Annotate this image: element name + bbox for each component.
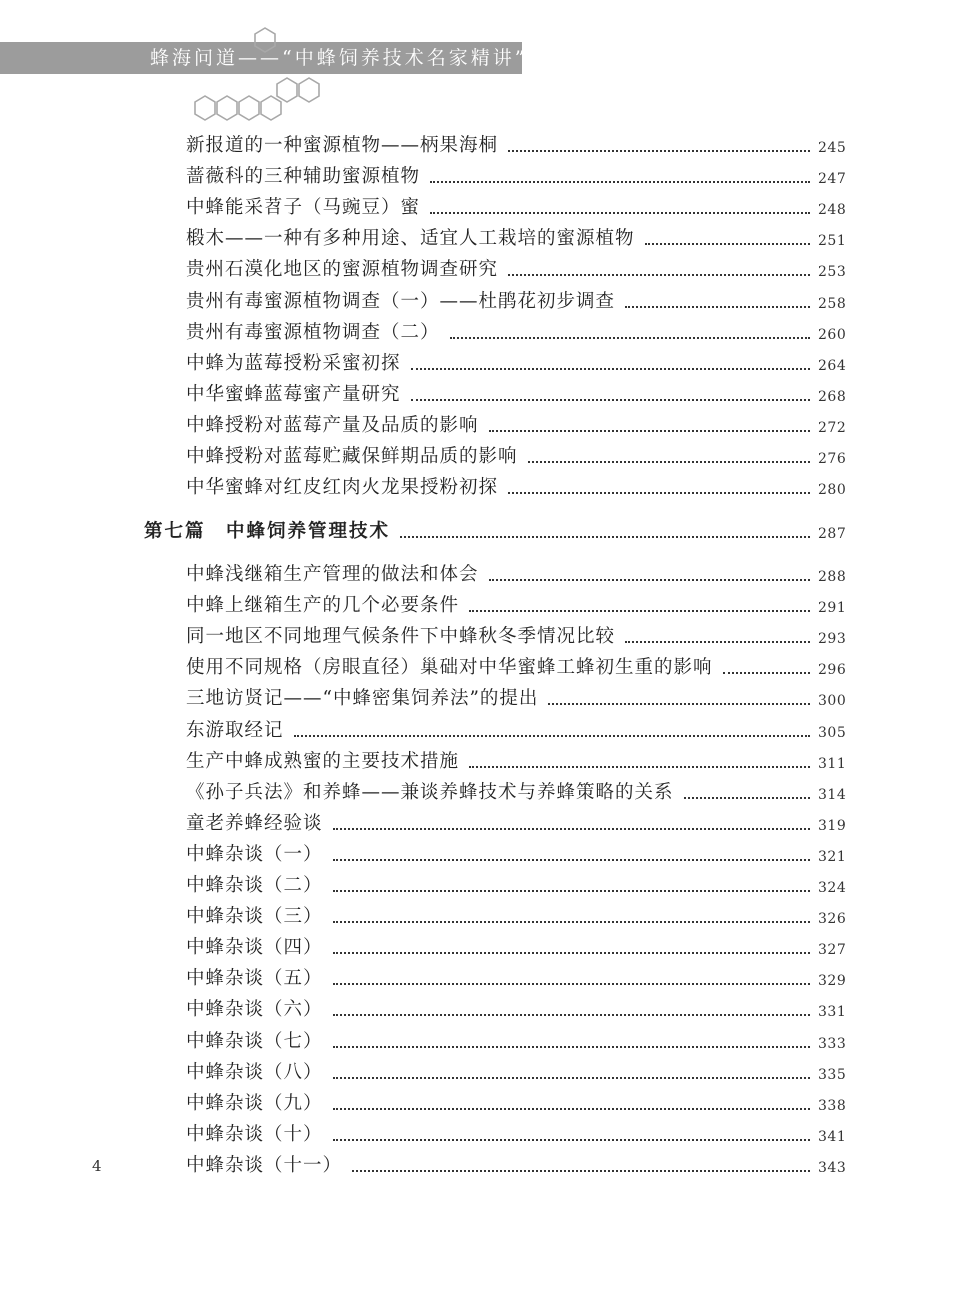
toc-entry[interactable] (186, 780, 846, 806)
entry-title: 童老养蜂经验谈 (186, 812, 323, 834)
entry-page-number: 248 (818, 202, 847, 219)
toc-entry[interactable] (186, 935, 846, 961)
entry-title: 中蜂为蓝莓授粉采蜜初探 (186, 352, 401, 374)
page-number: 4 (92, 1157, 102, 1175)
entry-title: 《孙子兵法》和养蜂——兼谈养蜂技术与养蜂策略的关系 (186, 781, 674, 803)
entry-page-number: 268 (818, 388, 847, 405)
entry-title: 中蜂杂谈（三） (186, 906, 323, 928)
leader-dots (548, 702, 810, 705)
section-title: 第七篇 中蜂饲养管理技术 (144, 521, 391, 542)
leader-dots (430, 211, 810, 214)
leader-dots (430, 180, 810, 183)
entry-page-number: 329 (818, 973, 847, 990)
toc-entry[interactable] (186, 1122, 846, 1148)
entry-title: 贵州石漠化地区的蜜源植物调查研究 (186, 259, 499, 281)
leader-dots (400, 535, 810, 538)
running-header-title: 蜂海问道——“中蜂饲养技术名家精讲” (150, 47, 528, 69)
toc-entry[interactable] (186, 413, 846, 439)
entry-title: 中蜂杂谈（九） (186, 1092, 323, 1114)
leader-dots (333, 1013, 810, 1016)
toc-entry[interactable] (186, 257, 846, 283)
toc-entry[interactable] (186, 842, 846, 868)
entry-page-number: 335 (818, 1066, 847, 1083)
leader-dots (333, 920, 810, 923)
leader-dots (333, 858, 810, 861)
toc-section-heading[interactable] (144, 519, 846, 545)
leader-dots (411, 367, 810, 370)
entry-title: 使用不同规格（房眼直径）巢础对中华蜜蜂工蜂初生重的影响 (186, 657, 713, 679)
entry-title: 贵州有毒蜜源植物调查（二） (186, 321, 440, 343)
entry-page-number: 326 (818, 911, 847, 928)
leader-dots (333, 1138, 810, 1141)
toc-entry[interactable] (186, 624, 846, 650)
entry-page-number: 331 (818, 1004, 847, 1021)
leader-dots (333, 1076, 810, 1079)
leader-dots (645, 242, 810, 245)
entry-page-number: 324 (818, 880, 847, 896)
entry-page-number: 272 (818, 419, 847, 436)
entry-title: 贵州有毒蜜源植物调查（一）——杜鹃花初步调查 (186, 290, 616, 312)
leader-dots (411, 398, 810, 401)
entry-title: 东游取经记 (186, 719, 284, 741)
entry-page-number: 327 (818, 942, 847, 959)
toc-entry[interactable] (186, 1029, 846, 1055)
toc-entry[interactable] (186, 873, 846, 899)
entry-title: 中蜂杂谈（二） (186, 875, 323, 896)
leader-dots (294, 734, 810, 737)
entry-page-number: 314 (818, 786, 847, 803)
toc-entry[interactable] (186, 444, 846, 470)
leader-dots (469, 609, 810, 612)
entry-title: 中蜂杂谈（十） (186, 1123, 323, 1145)
entry-page-number: 319 (818, 817, 847, 834)
leader-dots (333, 889, 810, 892)
toc-entry[interactable] (186, 562, 846, 588)
entry-title: 中蜂上继箱生产的几个必要条件 (186, 595, 460, 617)
leader-dots (489, 429, 810, 432)
entry-title: 中蜂能采苕子（马豌豆）蜜 (186, 197, 421, 219)
toc-entry[interactable] (186, 195, 846, 221)
entry-page-number: 296 (818, 662, 847, 679)
toc-entry[interactable] (186, 966, 846, 992)
entry-page-number: 260 (818, 326, 847, 343)
leader-dots (333, 1107, 810, 1110)
toc-entry[interactable] (186, 997, 846, 1023)
leader-dots (508, 149, 810, 152)
entry-title: 中蜂浅继箱生产管理的做法和体会 (186, 564, 479, 585)
toc-entry[interactable] (186, 718, 846, 744)
leader-dots (333, 951, 810, 954)
leader-dots (508, 273, 810, 276)
entry-title: 中蜂杂谈（一） (186, 843, 323, 865)
toc-entry[interactable] (186, 593, 846, 619)
entry-page-number: 276 (818, 451, 847, 467)
leader-dots (625, 640, 810, 643)
entry-page-number: 305 (818, 724, 847, 741)
toc-entry[interactable] (186, 1091, 846, 1117)
entry-page-number: 321 (818, 848, 847, 865)
entry-page-number: 245 (818, 140, 847, 156)
entry-title: 中蜂杂谈（十一） (186, 1154, 343, 1176)
toc-entry[interactable] (186, 351, 846, 377)
toc-entry[interactable] (186, 382, 846, 408)
entry-page-number: 280 (818, 482, 847, 499)
leader-dots (528, 460, 810, 463)
entry-page-number: 343 (818, 1159, 847, 1176)
entry-title: 中蜂杂谈（七） (186, 1030, 323, 1052)
entry-title: 中蜂杂谈（八） (186, 1061, 323, 1083)
leader-dots (508, 491, 810, 494)
entry-page-number: 338 (818, 1097, 847, 1114)
entry-title: 中蜂杂谈（四） (186, 937, 323, 959)
entry-title: 蔷薇科的三种辅助蜜源植物 (186, 166, 421, 188)
entry-title: 中蜂杂谈（五） (186, 968, 323, 990)
entry-page-number: 251 (818, 233, 847, 250)
entry-title: 同一地区不同地理气候条件下中蜂秋冬季情况比较 (186, 626, 616, 648)
leader-dots (625, 305, 810, 308)
entry-page-number: 287 (818, 526, 847, 542)
leader-dots (333, 827, 810, 830)
toc-entry[interactable] (186, 475, 846, 501)
toc-entry[interactable] (186, 749, 846, 775)
entry-page-number: 291 (818, 600, 847, 617)
entry-page-number: 311 (818, 755, 847, 772)
toc-entry[interactable] (186, 289, 846, 315)
toc-entry[interactable] (186, 686, 846, 712)
leader-dots (469, 765, 810, 768)
toc-entry[interactable] (186, 904, 846, 930)
entry-title: 生产中蜂成熟蜜的主要技术措施 (186, 750, 460, 772)
leader-dots (684, 796, 810, 799)
leader-dots (352, 1169, 810, 1172)
toc-entry[interactable] (186, 320, 846, 346)
entry-page-number: 293 (818, 631, 847, 648)
entry-page-number: 333 (818, 1035, 847, 1052)
leader-dots (450, 336, 810, 339)
entry-title: 椴木——一种有多种用途、适宜人工栽培的蜜源植物 (186, 228, 635, 250)
toc-entry[interactable] (186, 1060, 846, 1086)
toc-entry[interactable] (186, 133, 846, 159)
entry-title: 中蜂杂谈（六） (186, 999, 323, 1021)
leader-dots (333, 982, 810, 985)
leader-dots (723, 671, 810, 674)
entry-title: 中蜂授粉对蓝莓贮藏保鲜期品质的影响 (186, 446, 518, 467)
entry-page-number: 264 (818, 357, 847, 374)
entry-title: 新报道的一种蜜源植物——柄果海桐 (186, 135, 499, 156)
leader-dots (333, 1045, 810, 1048)
toc-entry[interactable] (186, 164, 846, 190)
entry-title: 三地访贤记——“中蜂密集饲养法”的提出 (186, 688, 539, 710)
entry-page-number: 253 (818, 264, 847, 281)
entry-title: 中华蜜蜂蓝莓蜜产量研究 (186, 383, 401, 405)
entry-page-number: 288 (818, 569, 847, 585)
entry-page-number: 341 (818, 1128, 847, 1145)
entry-page-number: 258 (818, 295, 847, 312)
toc-entry[interactable] (186, 226, 846, 252)
entry-title: 中蜂授粉对蓝莓产量及品质的影响 (186, 414, 479, 436)
entry-page-number: 300 (818, 693, 847, 710)
entry-page-number: 247 (818, 171, 847, 188)
honeycomb-decoration-icon (185, 22, 345, 132)
toc-entry[interactable] (186, 655, 846, 681)
entry-title: 中华蜜蜂对红皮红肉火龙果授粉初探 (186, 477, 499, 499)
toc-entry[interactable] (186, 811, 846, 837)
leader-dots (489, 578, 810, 581)
toc-entry[interactable] (186, 1153, 846, 1179)
